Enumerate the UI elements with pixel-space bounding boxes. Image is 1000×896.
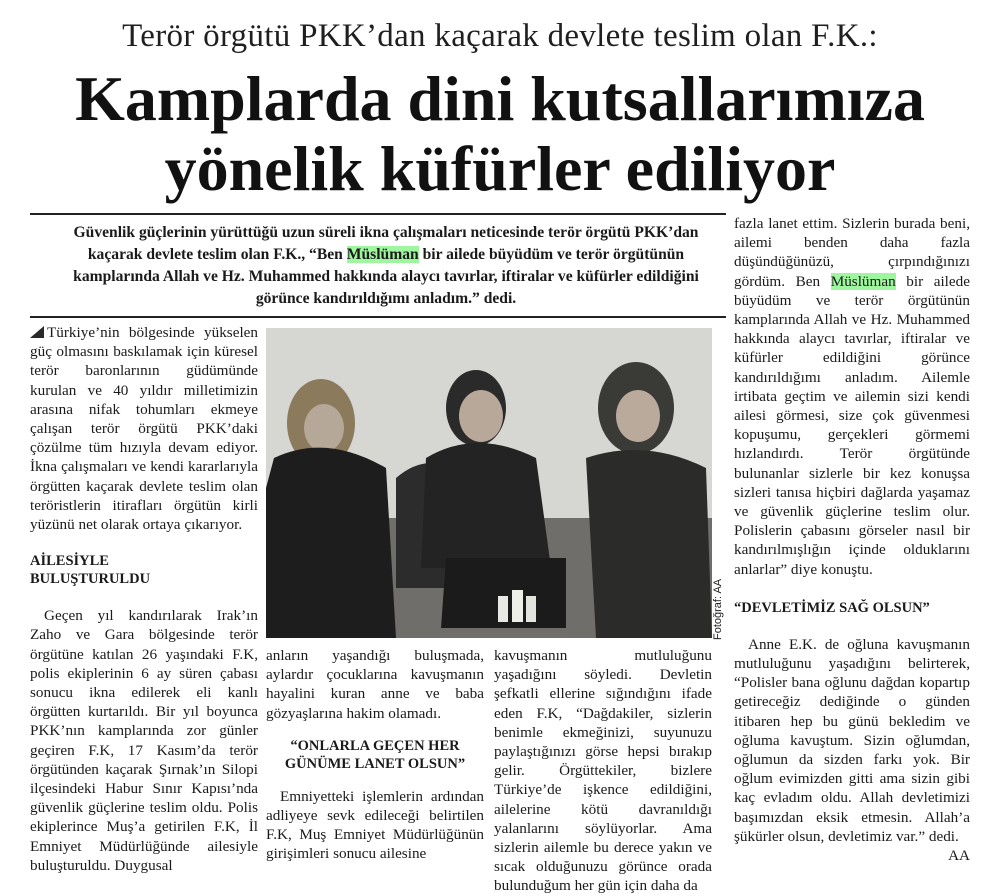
lead-text-1: Güvenlik güçlerinin yürüttüğü uzun süreli ikna çalışmaları neticesinde terör örgütü PKK’dan kaçarak devlete teslim olan F.K., “Ben (73, 224, 699, 263)
col4-highlight: Müslüman (830, 272, 896, 290)
column-2 (266, 646, 484, 864)
col2-text-2: Emniyetteki işlemlerin ardından adliyeye sevk edileceği belirtilen F.K, Muş Emniyet Müdürlüğünün girişimleri sonucu ailesine (266, 787, 484, 863)
col4-text-3: Anne E.K. de oğluna kavuşmanın mutluluğunu yaşadığını belirterek, “Polisler bana oğlunu dağdan kopartıp getireceğiz dediğinde o günden itibaren hep bu günü bekledim ve oğluma kavuştum. Sizin oğlumdan, oğlumun da sizden farkı yok. Bir oğlum evimizden gitti ama sizin gibi kaç evladım oldu. Allah devletimizi başımızdan eksik etmesin. Allah’a şükürler olsun, devletimiz var.” dedi. (734, 635, 970, 845)
lead-paragraph (52, 222, 720, 310)
headline-line-2: yönelik küfürler ediliyor (164, 133, 836, 204)
col3-text: kavuşmanın mutluluğunu yaşadığını söyledi. Devletin şefkatli ellerine sığındığını ifade eden F.K, “Dağdakiler, sizlerin benimle ekmeğinizi, suyunuzu paylaştığınızı görse hepsi bırakıp gelir. Örgüttekiler, bizlere Türkiye’de işkence edildiğini, ailelerine kötü davranıldığı yalanlarını söylüyorlar. Ama sizlerin ailemle bu derece yakın ve sıcak olduğunuzu görünce orada bulunduğum her gün için daha da (494, 647, 712, 895)
news-photo (266, 328, 712, 638)
col2-text-1: anların yaşandığı buluşmada, aylardır çocuklarına kavuşmanın hayalini kuran anne ve baba gözyaşlarına hakim olamadı. (266, 647, 484, 722)
column-1 (30, 323, 258, 875)
col4-subhead: “DEVLETİMİZ SAĞ OLSUN” (734, 599, 930, 616)
col2-subhead: “ONLARLA GEÇEN HER GÜNÜME LANET OLSUN” (284, 737, 466, 772)
lead-text-2: bir ailede büyüdüm ve terör örgütünün kamplarında Allah ve Hz. Muhammed hakkında alaycı tavırlar, iftiralar ve küfürler edildiğini görünce kandırıldığımı anladım.” dedi. (73, 246, 699, 307)
column-3 (494, 646, 712, 896)
headline-line-1: Kamplarda dini kutsallarımıza (75, 63, 925, 134)
col4-signoff: AA (948, 847, 970, 865)
lead-bottom-rule (30, 316, 726, 318)
photo-scene (266, 328, 712, 638)
kicker: Terör örgütü PKK’dan kaçarak devlete teslim olan F.K.: (122, 18, 878, 54)
photo-credit: Fotoğraf: AA (712, 578, 724, 640)
column-4 (734, 214, 970, 865)
col1-intro: Türkiye’nin bölgesinde yükselen güç olmasını baskılamak için küresel terör baronlarının güdümünde kurulan ve 40 yıldır milletimizin arasına nifak tohumları ekmeye çalışan terör örgütü PKK’daki çözülme tüm hızıyla devam ediyor. İkna çalışmaları ve kendi kararlarıyla örgütten kaçarak devlete teslim olan teröristlerin itirafları örgütün kirli yüzünü net olarak ortaya çıkarıyor. (30, 324, 258, 534)
lead-highlight: Müslüman (346, 246, 419, 263)
col1-subhead (30, 552, 258, 588)
col1-subhead-line-1: AİLESİYLE (30, 553, 109, 570)
col1-body: Geçen yıl kandırılarak Irak’ın Zaho ve Gara bölgesinde terör örgütüne katılan 26 yaşındaki F.K, polis ekiplerinin 6 ay süren çabası sonucu ikna edilerek eli kanlı örgütten kurtarıldı. Bir yıl boyunca PKK’nın kamplarında zor günler geçiren F.K, 17 Kasım’da terör örgütünden kaçarak Şırnak’ın Silopi ilçesindeki Habur Sınır Kapısı’nda güvenlik güçlerine teslim oldu. Polis ekiplerince Muş’a getirilen F.K, İl Emniyet Müdürlüğünde ailesiyle buluşturuldu. Duygusal (30, 607, 258, 874)
col4-text-1: fazla lanet ettim. Sizlerin burada beni, ailemi benden daha fazla düşündüğünüzü, çırpındığınızı gördüm. Ben (734, 215, 970, 290)
col1-subhead-line-2: BULUŞTURULDU (30, 571, 151, 588)
triangle-bullet-icon (30, 326, 44, 338)
col4-text-2: bir ailede büyüdüm ve terör örgütünün kamplarında Allah ve Hz. Muhammed hakkında alaycı tavırlar, iftiralar ve küfürler edildiğini görünce kandırıldığımı anladım. Ailemle irtibata geçtim ve ailemin sizi kendi ailesi görmesi, size çok güvenmesi kopuşumu, gerçekleri görmemi hızlandırdı. Terör örgütünde bulunanlar sizlerle bir kez konuşsa sizleri tanısa hiçbiri dağlarda yaşamaz ve güvenlik güçlerine teslim olur. Polislerin çabasını görseler nasıl bir kandırılmışlığın içinde olduklarını anlarlar” diye konuştu. (734, 272, 970, 578)
lead-top-rule (30, 213, 726, 215)
